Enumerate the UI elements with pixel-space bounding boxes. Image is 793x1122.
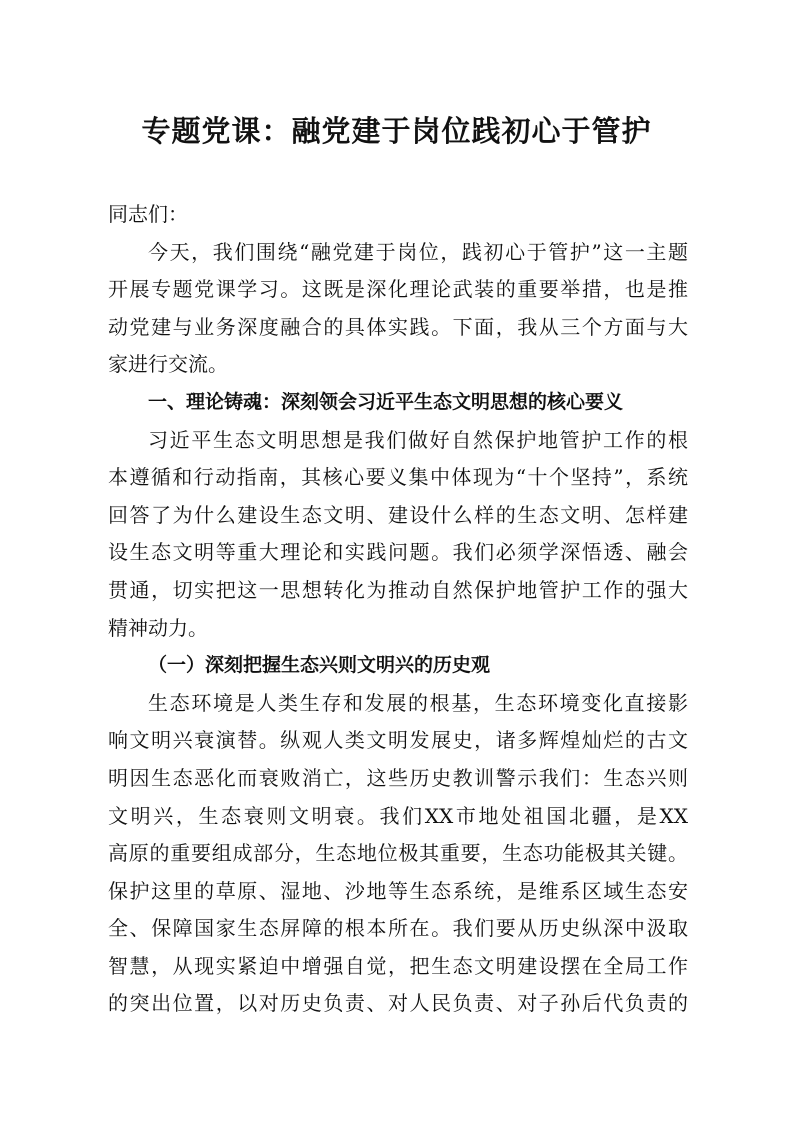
paragraph-line: 贯通，切实把这一思想转化为推动自然保护地管护工作的强大 — [108, 577, 688, 602]
subsection-heading: （一）深刻把握生态兴则文明兴的历史观 — [148, 654, 491, 677]
document-body — [108, 196, 688, 1023]
paragraph-line: 文明兴，生态衰则文明衰。我们XX市地处祖国北疆，是XX — [108, 803, 688, 828]
paragraph-line: 动党建与业务深度融合的具体实践。下面，我从三个方面与大 — [108, 314, 688, 339]
paragraph-line: 响文明兴衰演替。纵观人类文明发展史，诸多辉煌灿烂的古文 — [108, 728, 688, 753]
paragraph-line: 全、保障国家生态屏障的根本所在。我们要从历史纵深中汲取 — [108, 916, 688, 941]
paragraph-line: 精神动力。 — [108, 615, 208, 640]
salutation: 同志们： — [108, 202, 188, 226]
subsection1-paragraph — [108, 685, 688, 1023]
intro-paragraph — [108, 234, 688, 384]
paragraph-line: 设生态文明等重大理论和实践问题。我们必须学深悟透、融会 — [108, 540, 688, 565]
paragraph-line: 生态环境是人类生存和发展的根基，生态环境变化直接影 — [148, 690, 688, 715]
paragraph-line: 回答了为什么建设生态文明、建设什么样的生态文明、怎样建 — [108, 502, 688, 527]
paragraph-line: 明因生态恶化而衰败消亡，这些历史教训警示我们：生态兴则 — [108, 765, 688, 790]
paragraph-line: 家进行交流。 — [108, 352, 228, 377]
paragraph-line: 保护这里的草原、湿地、沙地等生态系统，是维系区域生态安 — [108, 878, 688, 903]
paragraph-line: 本遵循和行动指南，其核心要义集中体现为“十个坚持”，系统 — [108, 465, 688, 490]
paragraph-line: 今天，我们围绕“融党建于岗位，践初心于管护”这一主题 — [148, 239, 688, 264]
section1-paragraph — [108, 422, 688, 648]
section-heading: 一、理论铸魂：深刻领会习近平生态文明思想的核心要义 — [148, 390, 624, 413]
paragraph-line: 习近平生态文明思想是我们做好自然保护地管护工作的根 — [148, 427, 688, 452]
document-title: 专题党课：融党建于岗位践初心于管护 — [141, 114, 652, 148]
paragraph-line: 高原的重要组成部分，生态地位极其重要，生态功能极其关键。 — [108, 841, 688, 866]
paragraph-line: 智慧，从现实紧迫中增强自觉，把生态文明建设摆在全局工作 — [108, 953, 688, 978]
paragraph-line: 的突出位置，以对历史负责、对人民负责、对子孙后代负责的 — [108, 991, 688, 1016]
paragraph-line: 开展专题党课学习。这既是深化理论武装的重要举措，也是推 — [108, 277, 688, 302]
